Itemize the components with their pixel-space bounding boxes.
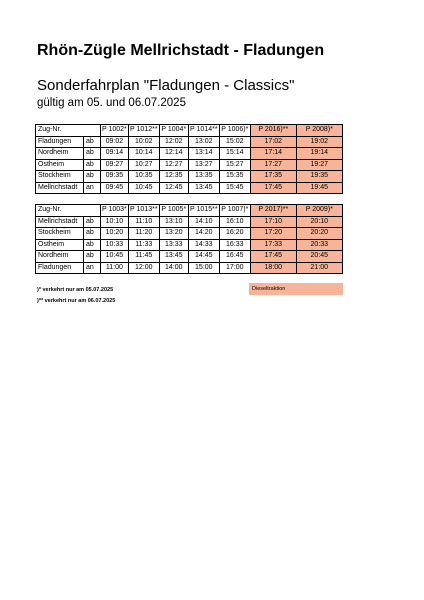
arrival-time: 10:45 [128, 182, 159, 194]
validity-date: gültig am 05. und 06.07.2025 [37, 97, 186, 109]
arrival-time: 14:00 [159, 262, 188, 274]
arrival-time: 15:45 [219, 182, 250, 194]
timetable-outbound [35, 124, 343, 194]
arrival-time: 09:45 [101, 182, 129, 194]
departure-time: 12:35 [159, 171, 188, 183]
departure-time: 15:14 [219, 148, 250, 160]
table-row [36, 262, 343, 274]
departure-time: 17:14 [250, 148, 296, 160]
departure-time: 13:45 [159, 251, 188, 263]
departure-time: 14:10 [188, 216, 219, 228]
departure-time: 15:35 [219, 171, 250, 183]
departure-time: 17:10 [250, 216, 296, 228]
departure-time: 14:33 [188, 239, 219, 251]
arrival-time: 11:00 [101, 262, 129, 274]
train-number: P 1002* [101, 125, 129, 137]
arrival-time: 18:00 [250, 262, 296, 274]
train-number: P 1003* [101, 205, 129, 217]
direction-mark: ab [84, 239, 101, 251]
departure-time: 13:27 [188, 159, 219, 171]
departure-time: 09:35 [101, 171, 129, 183]
arrival-time: 17:00 [219, 262, 250, 274]
departure-time: 14:45 [188, 251, 219, 263]
station-name: Ostheim [36, 159, 84, 171]
departure-time: 13:20 [159, 228, 188, 240]
train-number-label: Zug-Nr. [36, 205, 101, 217]
departure-time: 09:02 [101, 136, 129, 148]
train-number-label: Zug-Nr. [36, 125, 101, 137]
train-number: P 1015** [188, 205, 219, 217]
departure-time: 09:27 [101, 159, 129, 171]
departure-time: 19:14 [296, 148, 342, 160]
departure-time: 16:20 [219, 228, 250, 240]
departure-time: 13:02 [188, 136, 219, 148]
direction-mark: ab [84, 171, 101, 183]
departure-time: 16:10 [219, 216, 250, 228]
station-name: Nordheim [36, 148, 84, 160]
departure-time: 20:33 [296, 239, 342, 251]
arrival-time: 21:00 [296, 262, 342, 274]
direction-mark: an [84, 182, 101, 194]
train-number: P 1012** [128, 125, 159, 137]
station-name: Stockheim [36, 171, 84, 183]
legend-diesel-traction: Dieseltraktion [249, 283, 343, 295]
arrival-time: 12:00 [128, 262, 159, 274]
direction-mark: ab [84, 159, 101, 171]
train-number: P 1004* [159, 125, 188, 137]
departure-time: 11:33 [128, 239, 159, 251]
departure-time: 13:35 [188, 171, 219, 183]
departure-time: 17:27 [250, 159, 296, 171]
table-row [36, 216, 343, 228]
departure-time: 19:27 [296, 159, 342, 171]
train-number-diesel: P 2009)* [296, 205, 342, 217]
departure-time: 19:35 [296, 171, 342, 183]
departure-time: 11:45 [128, 251, 159, 263]
departure-time: 10:27 [128, 159, 159, 171]
station-name: Mellrichstadt [36, 182, 84, 194]
direction-mark: ab [84, 216, 101, 228]
departure-time: 17:02 [250, 136, 296, 148]
departure-time: 14:20 [188, 228, 219, 240]
table-row [36, 228, 343, 240]
timetable-return [35, 204, 343, 274]
departure-time: 10:33 [101, 239, 129, 251]
station-name: Fladungen [36, 262, 84, 274]
departure-time: 13:33 [159, 239, 188, 251]
departure-time: 20:45 [296, 251, 342, 263]
train-number-diesel: P 2017)** [250, 205, 296, 217]
direction-mark: an [84, 262, 101, 274]
departure-time: 19:02 [296, 136, 342, 148]
table-header-row [36, 205, 343, 217]
departure-time: 09:14 [101, 148, 129, 160]
arrival-time: 12:45 [159, 182, 188, 194]
arrival-time: 15:00 [188, 262, 219, 274]
footnote-single-star: )* verkehrt nur am 05.07.2025 [37, 287, 114, 293]
table-row [36, 239, 343, 251]
departure-time: 12:14 [159, 148, 188, 160]
station-name: Stockheim [36, 228, 84, 240]
arrival-time: 17:45 [250, 182, 296, 194]
departure-time: 17:20 [250, 228, 296, 240]
departure-time: 16:45 [219, 251, 250, 263]
departure-time: 10:14 [128, 148, 159, 160]
departure-time: 16:33 [219, 239, 250, 251]
departure-time: 11:10 [128, 216, 159, 228]
train-number: P 1006)* [219, 125, 250, 137]
table-row [36, 148, 343, 160]
departure-time: 13:10 [159, 216, 188, 228]
timetable-subtitle: Sonderfahrplan "Fladungen - Classics" [37, 77, 295, 94]
departure-time: 12:27 [159, 159, 188, 171]
departure-time: 20:10 [296, 216, 342, 228]
arrival-time: 19:45 [296, 182, 342, 194]
departure-time: 10:35 [128, 171, 159, 183]
arrival-time: 13:45 [188, 182, 219, 194]
departure-time: 11:20 [128, 228, 159, 240]
direction-mark: ab [84, 136, 101, 148]
departure-time: 15:02 [219, 136, 250, 148]
train-number-diesel: P 2008)* [296, 125, 342, 137]
page-title: Rhön-Zügle Mellrichstadt - Fladungen [37, 42, 325, 59]
departure-time: 12:02 [159, 136, 188, 148]
table-row [36, 182, 343, 194]
table-row [36, 251, 343, 263]
departure-time: 17:35 [250, 171, 296, 183]
departure-time: 13:14 [188, 148, 219, 160]
train-number: P 1013** [128, 205, 159, 217]
table-row [36, 136, 343, 148]
departure-time: 10:10 [101, 216, 129, 228]
direction-mark: ab [84, 251, 101, 263]
station-name: Nordheim [36, 251, 84, 263]
departure-time: 20:20 [296, 228, 342, 240]
departure-time: 10:02 [128, 136, 159, 148]
train-number: P 1005* [159, 205, 188, 217]
footnote-double-star: )** verkehrt nur am 06.07.2025 [37, 298, 116, 304]
departure-time: 15:27 [219, 159, 250, 171]
train-number: P 1007)* [219, 205, 250, 217]
table-row [36, 159, 343, 171]
table-header-row [36, 125, 343, 137]
table-row [36, 171, 343, 183]
station-name: Fladungen [36, 136, 84, 148]
train-number-diesel: P 2016)** [250, 125, 296, 137]
departure-time: 10:20 [101, 228, 129, 240]
station-name: Ostheim [36, 239, 84, 251]
departure-time: 17:33 [250, 239, 296, 251]
direction-mark: ab [84, 228, 101, 240]
train-number: P 1014** [188, 125, 219, 137]
station-name: Mellrichstadt [36, 216, 84, 228]
departure-time: 10:45 [101, 251, 129, 263]
departure-time: 17:45 [250, 251, 296, 263]
direction-mark: ab [84, 148, 101, 160]
